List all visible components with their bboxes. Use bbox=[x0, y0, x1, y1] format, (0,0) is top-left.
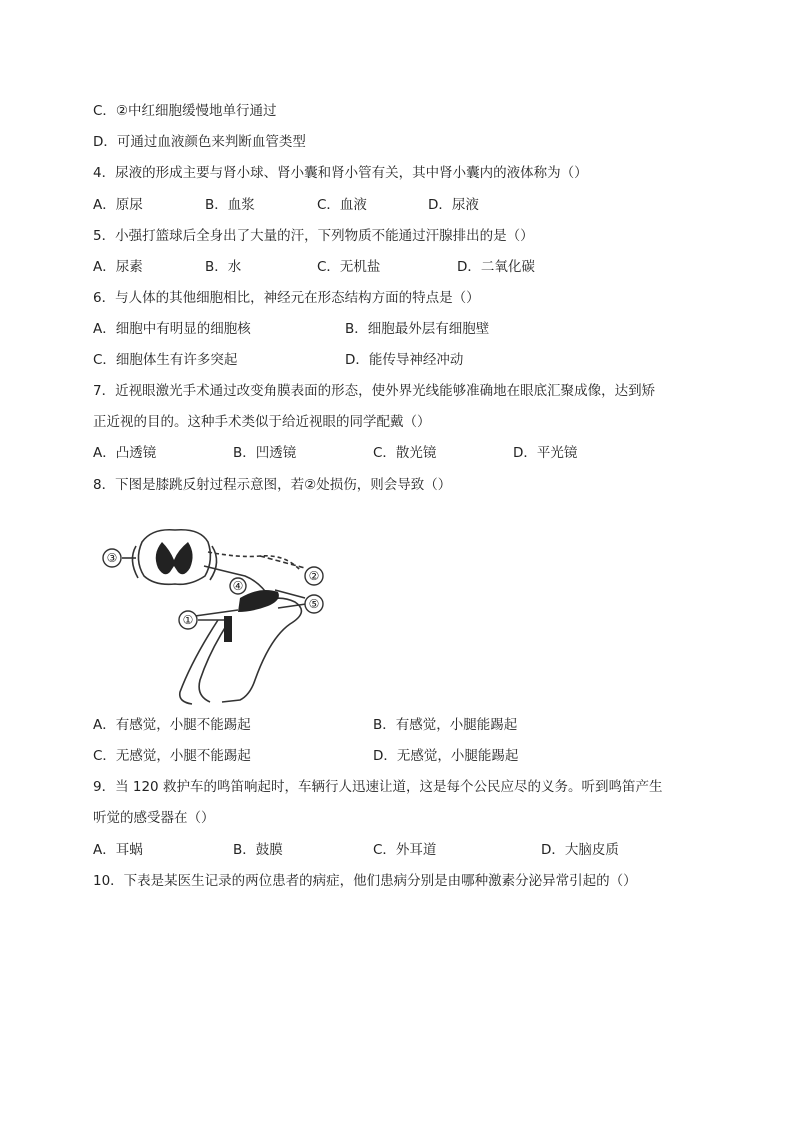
q4-stem: 4．尿液的形成主要与肾小球、肾小囊和肾小管有关，其中肾小囊内的液体称为（） bbox=[93, 165, 588, 181]
q8-option-c: C．无感觉，小腿不能踢起 bbox=[93, 748, 251, 764]
q3-option-c: C．②中红细胞缓慢地单行通过 bbox=[93, 103, 277, 119]
q3-option-d: D．可通过血液颜色来判断血管类型 bbox=[93, 134, 306, 150]
q9-stem-line2: 听觉的感受器在（） bbox=[93, 810, 215, 826]
knee-jerk-reflex-diagram bbox=[100, 520, 340, 710]
figure-label-1: ① bbox=[182, 613, 194, 627]
figure-label-3: ③ bbox=[106, 551, 118, 565]
q8-option-b: B．有感觉，小腿能踢起 bbox=[373, 717, 518, 733]
q6-option-a: A．细胞中有明显的细胞核 bbox=[93, 321, 251, 337]
q10-stem: 10．下表是某医生记录的两位患者的病症，他们患病分别是由哪种激素分泌异常引起的（） bbox=[93, 873, 637, 889]
figure-label-2: ② bbox=[308, 569, 320, 583]
q5-option-d: D．二氧化碳 bbox=[457, 259, 535, 275]
q5-option-c: C．无机盐 bbox=[317, 259, 381, 275]
q4-option-b: B．血浆 bbox=[205, 197, 255, 213]
q9-option-c: C．外耳道 bbox=[373, 842, 437, 858]
q8-option-d: D．无感觉，小腿能踢起 bbox=[373, 748, 519, 764]
q6-option-d: D．能传导神经冲动 bbox=[345, 352, 464, 368]
q9-stem-line1: 9．当 120 救护车的鸣笛响起时，车辆行人迅速让道，这是每个公民应尽的义务。听到鸣笛产生 bbox=[93, 779, 663, 795]
q5-option-b: B．水 bbox=[205, 259, 242, 275]
q4-option-d: D．尿液 bbox=[428, 197, 479, 213]
figure-label-4: ④ bbox=[232, 579, 244, 593]
q6-stem: 6．与人体的其他细胞相比，神经元在形态结构方面的特点是（） bbox=[93, 290, 480, 306]
q4-option-c: C．血液 bbox=[317, 197, 367, 213]
q9-option-b: B．鼓膜 bbox=[233, 842, 283, 858]
q7-stem-line1: 7．近视眼激光手术通过改变角膜表面的形态，使外界光线能够准确地在眼底汇聚成像，达到矫 bbox=[93, 383, 656, 399]
q6-option-c: C．细胞体生有许多突起 bbox=[93, 352, 238, 368]
q7-option-a: A．凸透镜 bbox=[93, 445, 157, 461]
q8-stem: 8．下图是膝跳反射过程示意图，若②处损伤，则会导致（） bbox=[93, 477, 452, 493]
figure-label-5: ⑤ bbox=[308, 597, 320, 611]
q7-stem-line2: 正近视的目的。这种手术类似于给近视眼的同学配戴（） bbox=[93, 414, 431, 430]
q5-stem: 5．小强打篮球后全身出了大量的汗，下列物质不能通过汗腺排出的是（） bbox=[93, 228, 534, 244]
q9-option-d: D．大脑皮质 bbox=[541, 842, 619, 858]
q9-option-a: A．耳蜗 bbox=[93, 842, 143, 858]
q4-option-a: A．原尿 bbox=[93, 197, 143, 213]
q7-option-b: B．凹透镜 bbox=[233, 445, 297, 461]
q8-option-a: A．有感觉，小腿不能踢起 bbox=[93, 717, 251, 733]
q7-option-c: C．散光镜 bbox=[373, 445, 437, 461]
q7-option-d: D．平光镜 bbox=[513, 445, 578, 461]
q5-option-a: A．尿素 bbox=[93, 259, 143, 275]
q6-option-b: B．细胞最外层有细胞壁 bbox=[345, 321, 490, 337]
